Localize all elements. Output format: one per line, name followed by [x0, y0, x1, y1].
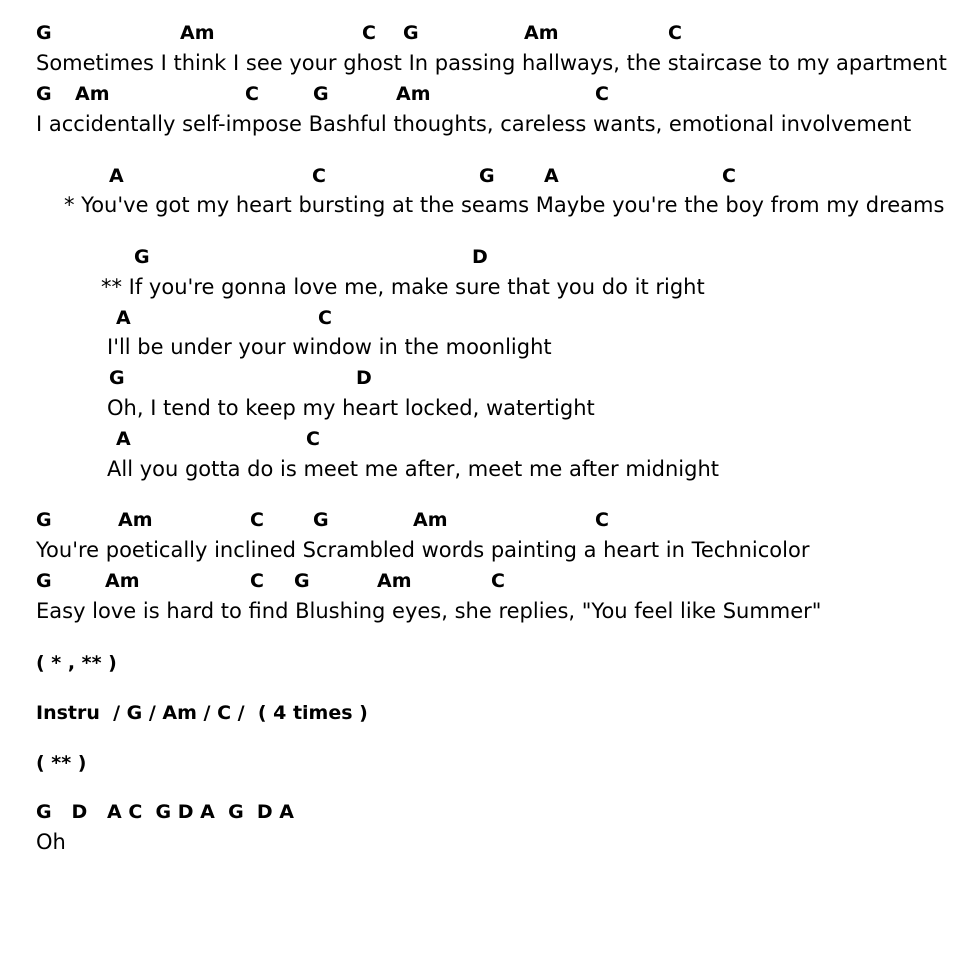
lyric-line: Sometimes I think I see your ghost In passing hallways, the staircase to my apartment	[36, 51, 947, 75]
lyric-line: I accidentally self-impose Bashful thoughts, careless wants, emotional involvement	[36, 112, 912, 136]
lyric-line: * You've got my heart bursting at the seams Maybe you're the boy from my dreams	[64, 193, 945, 217]
chord: G	[36, 570, 52, 592]
chord: Am	[75, 83, 110, 105]
chord: D	[472, 246, 488, 268]
chord: G	[109, 367, 125, 389]
chord: C	[722, 165, 736, 187]
repeat-marker: ( * , ** )	[36, 652, 117, 674]
chord: G	[313, 509, 329, 531]
chord: C	[668, 22, 682, 44]
chord: A	[109, 165, 124, 187]
chord: Am	[180, 22, 215, 44]
repeat-marker: ( ** )	[36, 752, 87, 774]
chord: G	[403, 22, 419, 44]
chord: C	[250, 570, 264, 592]
chord: C	[245, 83, 259, 105]
chord: C	[595, 83, 609, 105]
outro-chords: G D A C G D A G D A	[36, 801, 294, 823]
lyric-line: All you gotta do is meet me after, meet me after midnight	[107, 457, 720, 481]
chord: G	[134, 246, 150, 268]
chord: C	[318, 307, 332, 329]
chord: A	[116, 428, 131, 450]
chord: Am	[524, 22, 559, 44]
chord: G	[36, 22, 52, 44]
instrumental-line: Instru / G / Am / C / ( 4 times )	[36, 702, 368, 724]
chord: C	[312, 165, 326, 187]
chord: C	[306, 428, 320, 450]
lyric-line: Easy love is hard to find Blushing eyes, she replies, "You feel like Summer"	[36, 599, 822, 623]
chord: G	[313, 83, 329, 105]
chord: Am	[105, 570, 140, 592]
chord: C	[250, 509, 264, 531]
chord: Am	[118, 509, 153, 531]
chord: G	[36, 83, 52, 105]
lyric-line: You're poetically inclined Scrambled words painting a heart in Technicolor	[36, 538, 810, 562]
chord: C	[491, 570, 505, 592]
chord: C	[595, 509, 609, 531]
chord: D	[356, 367, 372, 389]
chord: G	[294, 570, 310, 592]
chord: C	[362, 22, 376, 44]
chord: A	[544, 165, 559, 187]
chord: Am	[396, 83, 431, 105]
lyric-line: I'll be under your window in the moonlight	[107, 335, 552, 359]
chord: G	[479, 165, 495, 187]
chord: A	[116, 307, 131, 329]
chord: G	[36, 509, 52, 531]
chord: Am	[377, 570, 412, 592]
lyric-line: ** If you're gonna love me, make sure that you do it right	[101, 275, 705, 299]
chord: Am	[413, 509, 448, 531]
lyric-line: Oh, I tend to keep my heart locked, watertight	[107, 396, 595, 420]
lyric-line: Oh	[36, 830, 66, 854]
